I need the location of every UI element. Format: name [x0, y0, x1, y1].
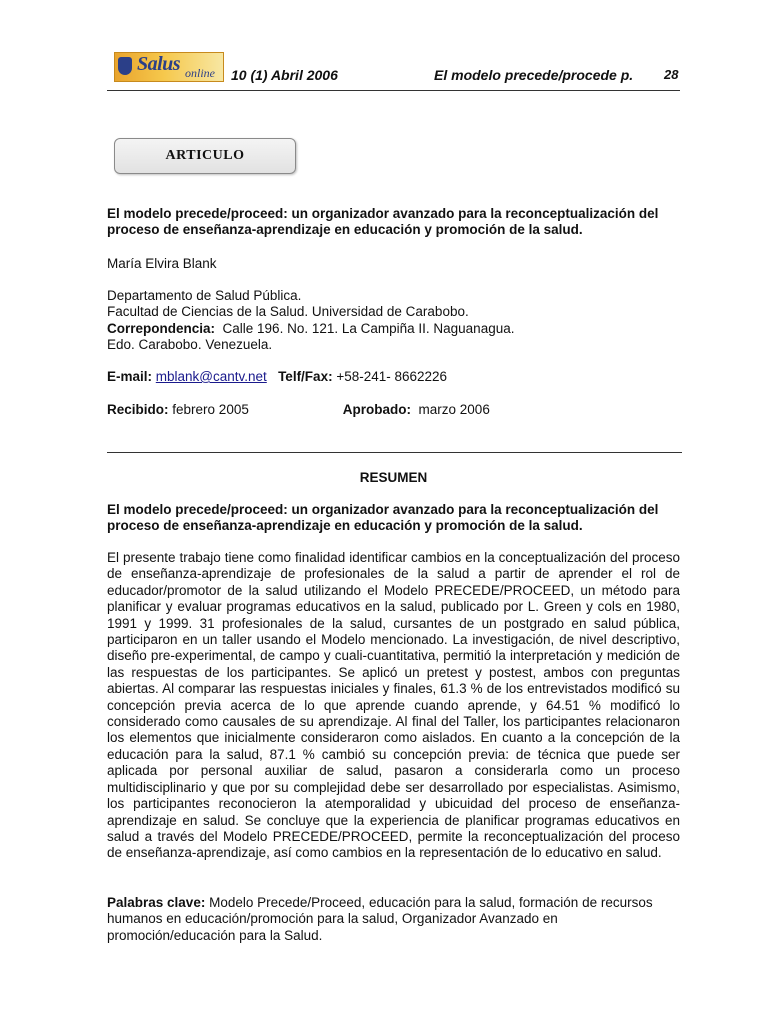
page-number: 28 [664, 67, 679, 82]
keywords-label: Palabras clave: [107, 895, 206, 910]
abstract-heading: RESUMEN [359, 470, 428, 485]
running-title: El modelo precede/procede p. [434, 67, 634, 83]
keywords-paragraph [107, 895, 680, 944]
affiliation-line: Departamento de Salud Pública. [107, 288, 302, 303]
article-title: El modelo precede/proceed: un organizador avanzado para la reconceptualización del proceso de enseñanza-aprendizaje en educación y promoción de la salud. [107, 206, 659, 238]
contact-line [107, 369, 680, 385]
section-label-box: ARTICULO [114, 138, 296, 174]
email-label: E-mail: [107, 369, 153, 384]
logo-text: Salus [137, 53, 181, 75]
address-line: Edo. Carabobo. Venezuela. [107, 337, 273, 353]
salus-online-logo [114, 52, 224, 82]
keywords-text: Modelo Precede/Proceed, educación para la salud, formación de recursos humanos en educación/promoción para la salud, Organizador Avanzado en promoción/educación para la Salud. [107, 895, 653, 943]
received-label: Recibido: [107, 402, 169, 417]
shield-icon [118, 57, 132, 75]
approved-label: Aprobado: [342, 402, 412, 417]
author-name: María Elvira Blank [107, 256, 217, 271]
correspondence-value: Calle 196. No. 121. La Campiña II. Naguanagua. [222, 320, 515, 336]
affiliation-block [107, 288, 680, 354]
section-divider [107, 452, 682, 453]
dates-line [107, 402, 680, 418]
affiliation-line: Facultad de Ciencias de la Salud. Universidad de Carabobo. [107, 304, 469, 320]
correspondence-label: Correpondencia: [107, 320, 216, 336]
received-block [107, 402, 339, 418]
correspondence-line [107, 321, 680, 337]
abstract-title: El modelo precede/proceed: un organizador avanzado para la reconceptualización del proceso de enseñanza-aprendizaje en educación y promoción de la salud. [107, 502, 659, 534]
logo-subtext: online [185, 66, 215, 80]
issue-date: 10 (1) Abril 2006 [231, 67, 338, 83]
email-link[interactable]: mblank@cantv.net [155, 369, 267, 384]
phone-number: +58-241- 8662226 [336, 369, 448, 384]
phone-label: Telf/Fax: [278, 369, 333, 384]
approved-date: marzo 2006 [418, 402, 490, 417]
received-date: febrero 2005 [172, 402, 249, 417]
abstract-body: El presente trabajo tiene como finalidad identificar cambios en la conceptualización del proceso de enseñanza-aprendizaje de profesionales de la salud a partir de aprender el rol de educador/promotor de la salud utilizando el Modelo PRECEDE/PROCEED, un método para planificar y evaluar programas educativos en la salud, publicado por L. Green y cols en 1980, 1991 y 1999. 31 profesionales de la salud, cursantes de un postgrado en salud pública, participaron en un taller usando el Modelo mencionado. La investigación, de nivel descriptivo, diseño pre-experimental, de campo y cuali-cuantitativa, permitió la interpretación y medición de las respuestas de los participantes. Se aplicó un pretest y postest, ambos con preguntas abiertas. Al comparar las respuestas iniciales y finales, 61.3 % de los entrevistados modificó su concepción previa acerca de lo que aprende cuando aprende, y 64.51 % modificó lo considerado como causales de su aprendizaje. Al final del Taller, los participantes relacionaron los elementos que inicialmente consideraron como aislados. En cuanto a la concepción de la educación para la salud, 87.1 % cambió su concepción previa: de técnica que puede ser aplicada por personal auxiliar de salud, pasaron a considerarla como un proceso multidisciplinario y que por su complejidad debe ser desarrollado por especialistas. Asimismo, los participantes reconocieron la atemporalidad y ubicuidad del proceso de enseñanza-aprendizaje en salud. Se concluye que la experiencia de planificar programas educativos en salud a través del Modelo PRECEDE/PROCEED, permite la reconceptualización del proceso de enseñanza-aprendizaje, así como cambios en la representación de lo educativo en salud. [107, 550, 680, 861]
page-header [107, 50, 680, 91]
